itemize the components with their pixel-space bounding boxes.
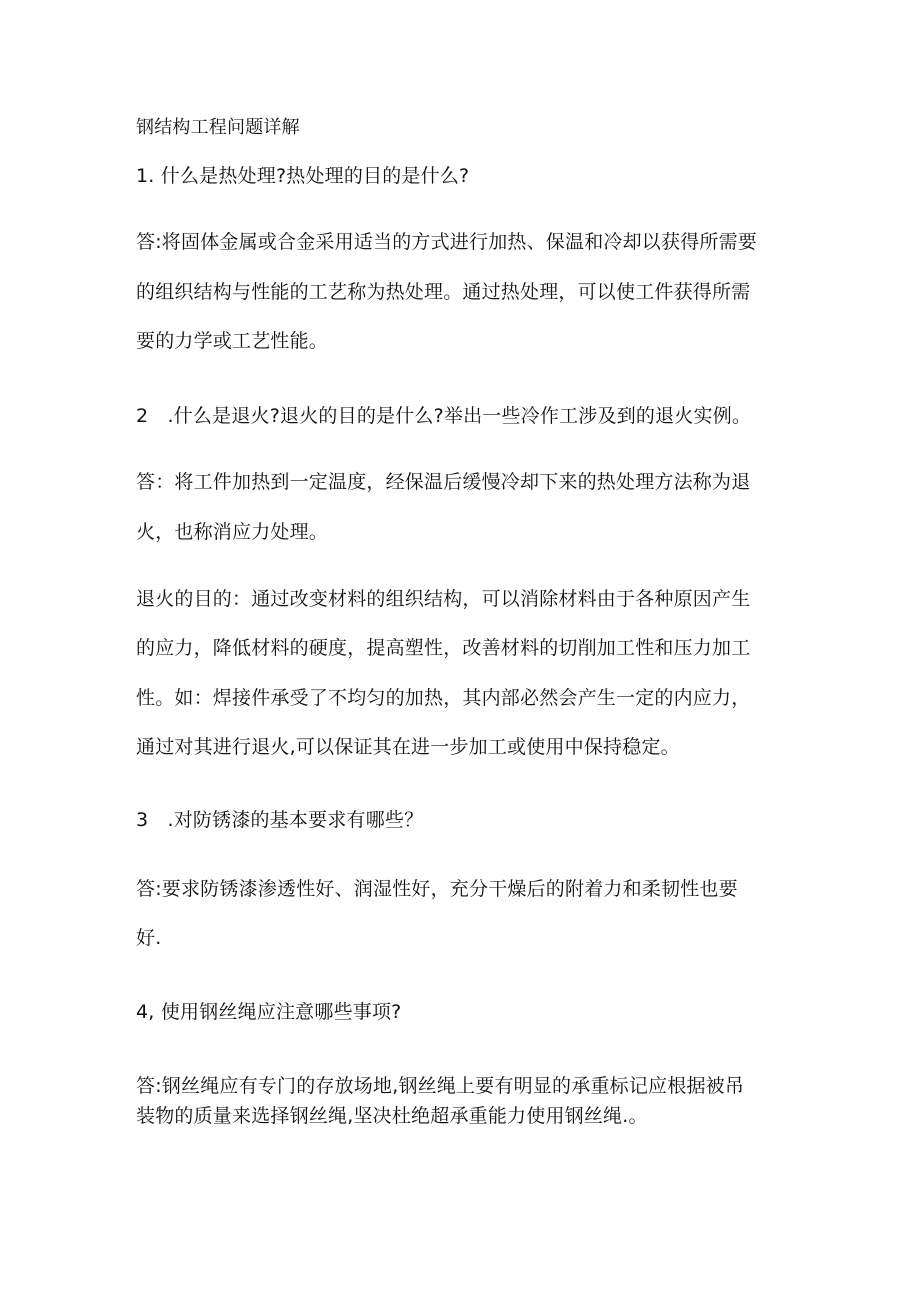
document-title: 钢结构工程问题详解 (136, 117, 300, 138)
answer-2-line-2: 火，也称消应力处理。 (136, 521, 329, 543)
purpose-2-line-3: 性。如：焊接件承受了不均匀的加热，其内部必然会产生一定的内应力， (136, 687, 751, 709)
answer-1-line-1: 答:将固体金属或合金采用适当的方式进行加热、保温和冷却以获得所需要 (136, 231, 758, 253)
purpose-2-line-1: 退火的目的：通过改变材料的组织结构，可以消除材料由于各种原因产生 (136, 588, 751, 610)
answer-3-line-1: 答:要求防锈漆渗透性好、润湿性好，充分干燥后的附着力和柔韧性也要 (136, 878, 738, 900)
question-3: 3 .对防锈漆的基本要求有哪些？ (136, 809, 424, 831)
answer-1-line-2: 的组织结构与性能的工艺称为热处理。通过热处理，可以使工件获得所需 (136, 281, 751, 303)
answer-2-line-1: 答：将工件加热到一定温度，经保温后缓慢冷却下来的热处理方法称为退 (136, 471, 751, 493)
answer-3-line-2: 好. (136, 927, 162, 949)
answer-4-line-1: 答:钢丝绳应有专门的存放场地,钢丝绳上要有明显的承重标记应根据被吊 (136, 1075, 745, 1097)
purpose-2-line-2: 的应力，降低材料的硬度，提高塑性，改善材料的切削加工性和压力加工 (136, 637, 751, 659)
answer-4-line-2: 装物的质量来选择钢丝绳,坚决杜绝超承重能力使用钢丝绳.。 (136, 1105, 648, 1127)
question-1: 1. 什么是热处理?热处理的目的是什么? (136, 165, 470, 187)
question-4: 4, 使用钢丝绳应注意哪些事项? (136, 1001, 402, 1023)
purpose-2-line-4: 通过对其进行退火,可以保证其在进一步加工或使用中保持稳定。 (136, 736, 680, 758)
answer-1-line-3: 要的力学或工艺性能。 (136, 330, 329, 352)
question-2: 2 .什么是退火?退火的目的是什么?举出一些冷作工涉及到的退火实例。 (136, 405, 752, 427)
